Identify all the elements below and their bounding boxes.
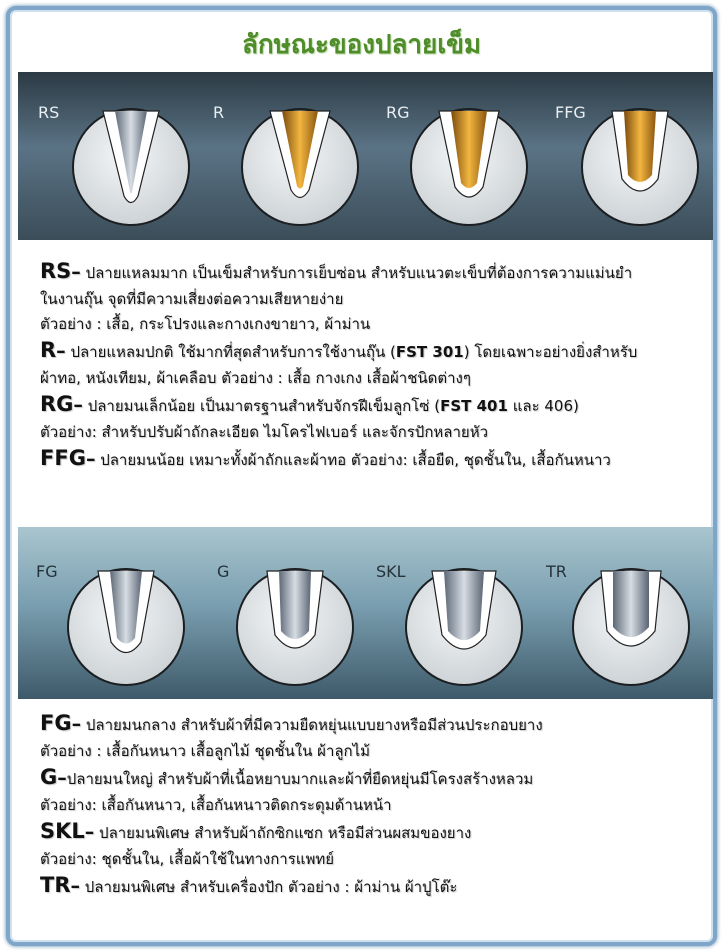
needle-label: FFG bbox=[555, 103, 586, 122]
needle-tips-panel-top bbox=[18, 72, 713, 240]
needle-tr bbox=[545, 562, 689, 685]
needle-tips-illustration-bottom bbox=[18, 527, 713, 699]
dash: – bbox=[84, 821, 95, 843]
description-line bbox=[40, 847, 705, 872]
description-text: ตัวอย่าง: ชุดชั้นใน, เสื้อผ้าใช้ในทางการแพทย์ bbox=[40, 850, 335, 868]
needle-rs bbox=[38, 103, 189, 225]
needle-tips-panel-bottom bbox=[18, 527, 713, 699]
description-text: ปลายมนน้อย เหมาะทั้งผ้าถักและผ้าทอ ตัวอย่าง: เสื้อยืด, ชุดชั้นใน, เสื้อกันหนาว bbox=[95, 451, 611, 469]
description-text: และ 406) bbox=[507, 397, 579, 415]
needle-label: R bbox=[213, 103, 225, 122]
needle-descriptions-bottom bbox=[40, 710, 705, 901]
page-title: ลักษณะของปลายเข็ม bbox=[241, 30, 482, 60]
description-text: ผ้าทอ, หนังเทียม, ผ้าเคลือบ ตัวอย่าง : เสื้อ กางเกง เสื้อผ้าชนิดต่างๆ bbox=[40, 369, 471, 387]
needle-core bbox=[279, 571, 311, 639]
needle-type-line bbox=[40, 872, 705, 901]
needle-label: FG bbox=[36, 562, 58, 581]
needle-ffg bbox=[555, 103, 698, 225]
dash: – bbox=[70, 875, 80, 897]
stitch-reference: FST 301 bbox=[395, 343, 464, 361]
needle-code: R bbox=[40, 338, 57, 362]
needle-type-line bbox=[40, 818, 705, 847]
needle-code: FG bbox=[40, 711, 72, 735]
description-line bbox=[40, 287, 705, 312]
needle-core bbox=[624, 111, 656, 182]
needle-rg bbox=[386, 103, 527, 225]
description-text: ) โดยเฉพาะอย่างยิ่งสำหรับ bbox=[463, 343, 638, 361]
description-text: ปลายมนพิเศษ สำหรับเครื่องปัก ตัวอย่าง : ผ้าม่าน ผ้าปูโต๊ะ bbox=[80, 878, 458, 896]
needle-code: RG bbox=[40, 392, 74, 416]
needle-label: RG bbox=[386, 103, 410, 122]
description-line bbox=[40, 420, 705, 445]
description-line bbox=[40, 793, 705, 818]
description-text: ปลายมนกลาง สำหรับผ้าที่มีความยืดหยุ่นแบบยางหรือมีส่วนประกอบยาง bbox=[81, 716, 543, 734]
needle-r bbox=[213, 103, 358, 225]
needle-fg bbox=[36, 562, 184, 685]
needle-code: SKL bbox=[40, 819, 85, 843]
needle-code: G bbox=[40, 765, 58, 789]
description-text: ตัวอย่าง : เสื้อกันหนาว เสื้อลูกไม้ ชุดชั้นใน ผ้าลูกไม้ bbox=[40, 742, 371, 760]
needle-type-line bbox=[40, 764, 705, 793]
dash: – bbox=[71, 713, 82, 735]
dash: – bbox=[71, 261, 81, 283]
description-text: ปลายแหลมปกติ ใช้มากที่สุดสำหรับการใช้งานถุ๊น ( bbox=[65, 343, 396, 361]
needle-label: SKL bbox=[376, 562, 406, 581]
needle-label: RS bbox=[38, 103, 60, 122]
needle-code: RS bbox=[40, 259, 72, 283]
needle-type-line bbox=[40, 258, 705, 287]
description-text: ตัวอย่าง : เสื้อ, กระโปรงและกางเกงขายาว, ผ้าม่าน bbox=[40, 315, 371, 333]
needle-descriptions-top bbox=[40, 258, 705, 474]
needle-tips-illustration-top bbox=[18, 72, 713, 240]
description-line bbox=[40, 739, 705, 764]
description-line bbox=[40, 312, 705, 337]
description-text: ตัวอย่าง: เสื้อกันหนาว, เสื้อกันหนาวติดกระดุมด้านหน้า bbox=[40, 796, 392, 814]
dash: – bbox=[85, 448, 96, 470]
dash: – bbox=[57, 767, 67, 789]
needle-core bbox=[613, 571, 649, 637]
needle-g bbox=[217, 562, 353, 685]
description-text: ปลายมนพิเศษ สำหรับผ้าถักซิกแซก หรือมีส่วนผสมของยาง bbox=[94, 824, 472, 842]
needle-type-line bbox=[40, 391, 705, 420]
needle-code: FFG bbox=[40, 446, 86, 470]
needle-label: G bbox=[217, 562, 230, 581]
stitch-reference: FST 401 bbox=[440, 397, 508, 415]
needle-skl bbox=[376, 562, 522, 685]
dash: – bbox=[73, 394, 83, 416]
needle-code: TR bbox=[40, 873, 71, 897]
needle-type-line bbox=[40, 337, 705, 366]
description-text: ปลายแหลมมาก เป็นเข็มสำหรับการเย็บซ่อน สำหรับแนวตะเข็บที่ต้องการความแม่นยำ bbox=[80, 264, 633, 282]
description-text: ปลายมนเล็กน้อย เป็นมาตรฐานสำหรับจักรฝีเข็มลูกโซ่ ( bbox=[82, 397, 441, 415]
needle-label: TR bbox=[546, 562, 567, 581]
needle-type-line bbox=[40, 445, 705, 474]
dash: – bbox=[56, 340, 66, 362]
needle-type-line bbox=[40, 710, 705, 739]
page-frame bbox=[6, 6, 717, 946]
description-text: ในงานถุ๊น จุดที่มีความเสี่ยงต่อความเสียหายง่าย bbox=[40, 290, 344, 308]
needle-core bbox=[444, 571, 484, 640]
description-line bbox=[40, 366, 705, 391]
description-text: ตัวอย่าง: สำหรับปรับผ้าถักละเอียด ไมโครไฟเบอร์ และจักรปักหลายหัว bbox=[40, 423, 489, 441]
description-text: ปลายมนใหญ่ สำหรับผ้าที่เนื้อหยาบมากและผ้าที่ยืดหยุ่นมีโครงสร้างหลวม bbox=[66, 770, 534, 788]
